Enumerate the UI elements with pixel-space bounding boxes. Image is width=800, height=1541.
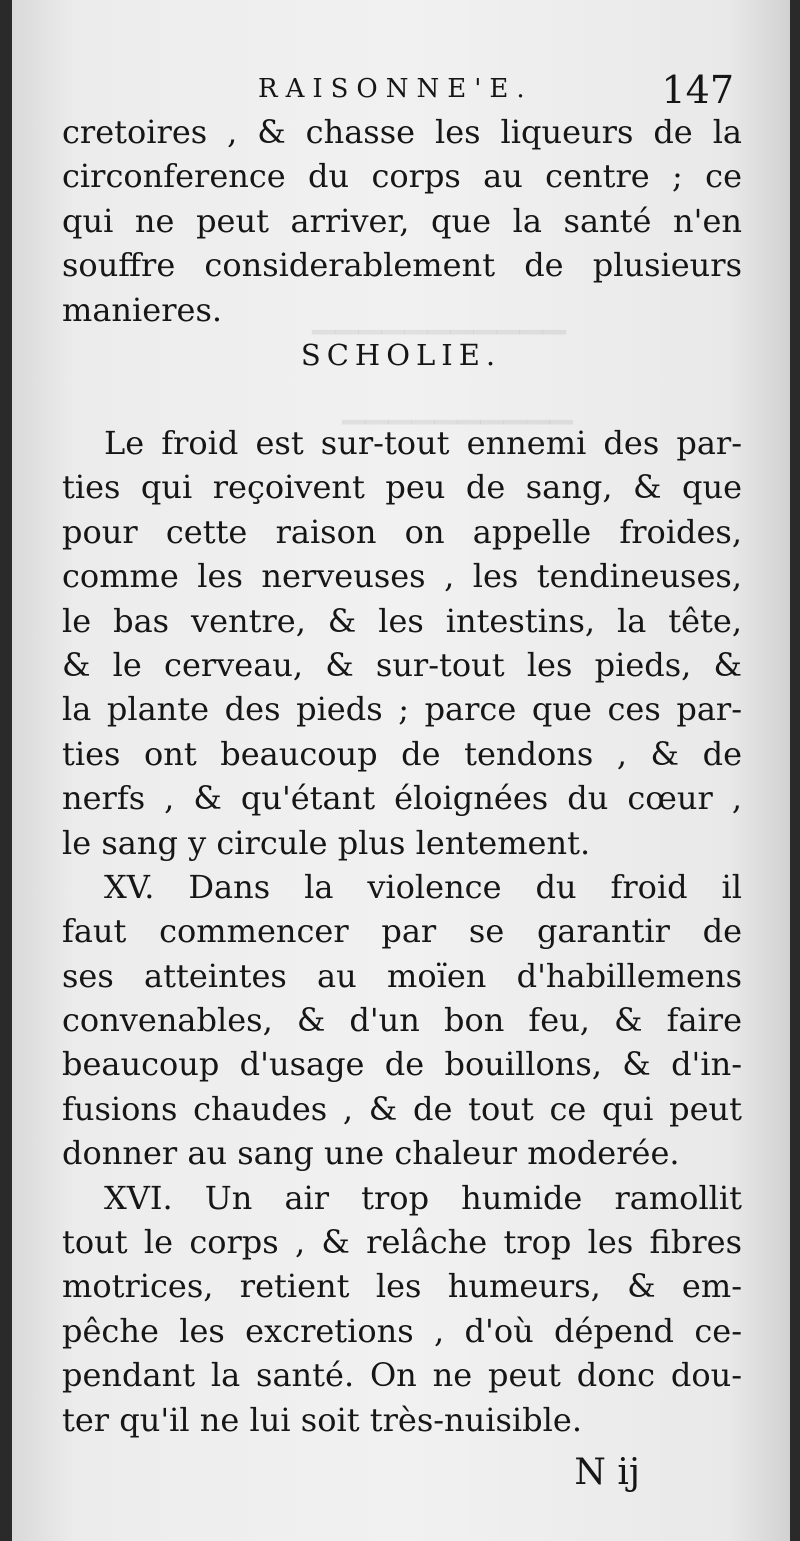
text-line: pendant la santé. On ne peut donc dou- [62, 1356, 742, 1395]
show-through-mark: ▁▁▁▁▁▁▁▁▁▁ [342, 390, 573, 425]
text-line: nerfs , & qu'étant éloignées du cœur , [62, 779, 742, 818]
text-line: faut commencer par se garantir de [62, 912, 742, 951]
text-line: manieres. [62, 290, 223, 329]
text-line: beaucoup d'usage de bouillons, & d'in- [62, 1045, 742, 1084]
running-title: RAISONNE'E. [258, 74, 533, 104]
text-line: ties qui reçoivent peu de sang, & que [62, 468, 742, 507]
text-line: circonference du corps au centre ; ce [62, 157, 742, 196]
book-page [12, 0, 790, 1541]
text-line: cretoires , & chasse les liqueurs de la [62, 113, 742, 151]
text-line: souffre considerablement de plusieurs [62, 246, 742, 285]
text-line: motrices, retient les humeurs, & em- [62, 1267, 742, 1306]
text-line: ties ont beaucoup de tendons , & de [62, 734, 742, 773]
text-line: & le cerveau, & sur-tout les pieds, & [62, 645, 742, 684]
scholie-body [62, 421, 742, 1442]
text-line: le bas ventre, & les intestins, la tête, [62, 601, 742, 640]
text-line: fusions chaudes , & de tout ce qui peut [62, 1089, 742, 1128]
text-line: XV. Dans la violence du froid il [104, 867, 742, 906]
text-line: ses atteintes au moïen d'habillemens [62, 956, 742, 995]
text-line: comme les nerveuses , les tendineuses, [62, 557, 742, 596]
text-line: tout le corps , & relâche trop les fibres [62, 1223, 742, 1262]
text-line: qui ne peut arriver, que la santé n'en [62, 201, 742, 240]
text-line: donner au sang une chaleur moderée. [62, 1134, 680, 1173]
section-heading: SCHOLIE. [300, 338, 502, 372]
text-line: convenables, & d'un bon feu, & faire [62, 1001, 742, 1040]
show-through-mark: ▁▁▁▁▁▁▁▁▁▁▁ [312, 300, 566, 335]
text-line: pour cette raison on appelle froides, [62, 512, 742, 551]
text-line: XVI. Un air trop humide ramollit [104, 1178, 742, 1217]
text-line: Le froid est sur-tout ennemi des par- [104, 424, 742, 462]
paragraph-continuation [62, 110, 742, 332]
text-line: ter qu'il ne lui soit très-nuisible. [62, 1400, 582, 1439]
text-line: pêche les excretions , d'où dépend ce- [62, 1311, 742, 1350]
text-line: le sang y circule plus lentement. [62, 823, 591, 862]
text-line: la plante des pieds ; parce que ces par- [62, 690, 742, 729]
page-number: 147 [661, 68, 734, 112]
signature-mark: N ij [574, 1452, 640, 1493]
